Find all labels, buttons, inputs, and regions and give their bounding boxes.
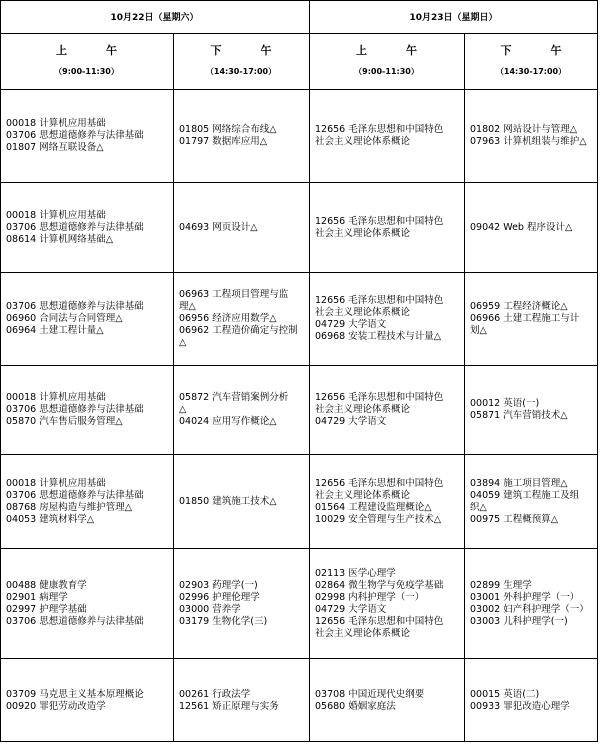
course-line: 02996 护理伦理学 xyxy=(179,591,260,603)
course-line: 02901 病理学 xyxy=(6,591,68,603)
course-line: △ xyxy=(179,404,187,415)
course-line: 00261 行政法学 xyxy=(179,688,251,700)
course-line: 04693 网页设计△ xyxy=(179,221,258,233)
course-line: 10029 安全管理与生产技术△ xyxy=(315,513,442,525)
course-line: 03179 生物化学(三) xyxy=(179,615,268,627)
course-line: 12656 毛泽东思想和中国特色 xyxy=(315,124,444,135)
course-line: 社会主义理论体系概论 xyxy=(315,307,411,318)
schedule-cell xyxy=(310,659,464,742)
course-line: 04059 建筑工程施工及组 xyxy=(470,489,580,501)
course-line: 12656 毛泽东思想和中国特色 xyxy=(315,392,444,403)
course-line: 07963 计算机组装与维护△ xyxy=(470,136,587,147)
schedule-cell xyxy=(174,183,309,272)
course-line: 06966 土建工程施工与计 xyxy=(470,313,580,324)
course-line: 划△ xyxy=(470,325,487,336)
schedule-cell xyxy=(174,549,309,658)
course-line: 社会主义理论体系概论 xyxy=(315,627,411,639)
course-line: 01850 建筑施工技术△ xyxy=(179,495,277,507)
course-line: 04729 大学语文 xyxy=(315,319,387,330)
course-line: 理△ xyxy=(179,301,196,312)
schedule-cell xyxy=(174,273,309,365)
course-line: 02998 内科护理学（一） xyxy=(315,591,425,603)
session-time: （9:00-11:30） xyxy=(54,67,119,76)
course-line: 00920 罪犯劳动改造学 xyxy=(6,700,106,712)
schedule-cell xyxy=(465,659,598,742)
course-line: 09042 Web 程序设计△ xyxy=(470,221,573,233)
course-line: 01797 数据库应用△ xyxy=(179,136,268,147)
schedule-cell xyxy=(1,183,173,272)
session-time: （9:00-11:30） xyxy=(354,67,419,76)
course-line: 03709 马克思主义基本原理概论 xyxy=(6,688,144,700)
session-header xyxy=(0,33,173,89)
course-line: 00018 计算机应用基础 xyxy=(6,392,106,403)
schedule-cell xyxy=(465,273,598,365)
course-line: 04729 大学语文 xyxy=(315,603,387,615)
schedule-cell xyxy=(465,90,598,182)
course-line: 05871 汽车营销技术△ xyxy=(470,410,568,421)
course-line: 06968 安装工程技术与计量△ xyxy=(315,331,442,342)
course-line: 12656 毛泽东思想和中国特色 xyxy=(315,295,444,306)
session-name: 上 午 xyxy=(356,44,431,57)
schedule-cell xyxy=(310,366,464,454)
course-line: 06956 经济应用数学△ xyxy=(179,313,277,324)
course-line: 06963 工程项目管理与监 xyxy=(179,289,289,300)
course-line: 05870 汽车售后服务管理△ xyxy=(6,416,123,427)
course-line: 12561 矫正原理与实务 xyxy=(179,700,279,712)
course-line: 01807 网络互联设备△ xyxy=(6,142,104,153)
schedule-cell xyxy=(1,549,173,658)
course-line: 03002 妇产科护理学（一） xyxy=(470,603,589,615)
course-line: 00933 罪犯改造心理学 xyxy=(470,700,570,712)
course-line: 00015 英语(二) xyxy=(470,688,540,700)
schedule-cell xyxy=(1,366,173,454)
course-line: 08768 房屋构造与维护管理△ xyxy=(6,501,133,513)
course-line: 03706 思想道德修养与法律基础 xyxy=(6,404,144,415)
session-name: 上 午 xyxy=(56,44,131,57)
course-line: 01564 工程建设监理概论△ xyxy=(315,501,432,513)
session-header xyxy=(309,33,464,89)
course-line: 00018 计算机应用基础 xyxy=(6,118,106,129)
course-line: 01802 网站设计与管理△ xyxy=(470,124,578,135)
course-line: 00488 健康教育学 xyxy=(6,579,87,591)
schedule-cell xyxy=(1,273,173,365)
course-line: △ xyxy=(179,337,187,348)
course-line: 06964 土建工程计量△ xyxy=(6,325,104,336)
session-name: 下 午 xyxy=(210,44,286,57)
schedule-cell xyxy=(465,455,598,548)
session-time: （14:30-17:00） xyxy=(205,67,277,76)
schedule-cell xyxy=(1,90,173,182)
course-line: 06960 合同法与合同管理△ xyxy=(6,313,123,324)
course-line: 03001 外科护理学（一） xyxy=(470,591,580,603)
session-header xyxy=(173,33,309,89)
course-line: 05680 婚姻家庭法 xyxy=(315,700,396,712)
course-line: 06959 工程经济概论△ xyxy=(470,301,568,312)
course-line: 04024 应用写作概论△ xyxy=(179,416,277,427)
course-line: 06962 工程造价确定与控制 xyxy=(179,325,298,336)
course-line: 02113 医学心理学 xyxy=(315,567,396,579)
course-line: 04053 建筑材料学△ xyxy=(6,513,95,525)
schedule-cell xyxy=(310,549,464,658)
course-line: 02899 生理学 xyxy=(470,579,532,591)
course-line: 02903 药理学(一) xyxy=(179,579,258,591)
course-line: 社会主义理论体系概论 xyxy=(315,404,411,415)
session-name: 下 午 xyxy=(500,44,576,57)
course-line: 03706 思想道德修养与法律基础 xyxy=(6,301,144,312)
course-line: 03706 思想道德修养与法律基础 xyxy=(6,221,144,233)
course-line: 08614 计算机网络基础△ xyxy=(6,233,114,245)
course-line: 00018 计算机应用基础 xyxy=(6,209,106,221)
schedule-cell xyxy=(310,90,464,182)
course-line: 02997 护理学基础 xyxy=(6,603,87,615)
schedule-cell xyxy=(310,273,464,365)
course-line: 00012 英语(一) xyxy=(470,398,540,409)
schedule-cell xyxy=(310,455,464,548)
schedule-cell xyxy=(465,183,598,272)
schedule-cell xyxy=(174,366,309,454)
schedule-cell xyxy=(1,455,173,548)
course-line: 03706 思想道德修养与法律基础 xyxy=(6,615,144,627)
course-line: 00975 工程概预算△ xyxy=(470,513,559,525)
course-line: 社会主义理论体系概论 xyxy=(315,489,411,501)
schedule-cell xyxy=(174,90,309,182)
day-header-sunday: 10月23日（星期日） xyxy=(409,13,498,23)
course-line: 03708 中国近现代史纲要 xyxy=(315,688,425,700)
course-line: 03000 营养学 xyxy=(179,603,241,615)
course-line: 05872 汽车营销案例分析 xyxy=(179,392,289,403)
course-line: 12656 毛泽东思想和中国特色 xyxy=(315,215,444,227)
course-line: 00018 计算机应用基础 xyxy=(6,477,106,489)
course-line: 03706 思想道德修养与法律基础 xyxy=(6,130,144,141)
session-time: （14:30-17:00） xyxy=(495,67,567,76)
course-line: 03894 施工项目管理△ xyxy=(470,477,568,489)
course-line: 03706 思想道德修养与法律基础 xyxy=(6,489,144,501)
schedule-cell xyxy=(465,549,598,658)
course-line: 01805 网络综合布线△ xyxy=(179,124,277,135)
schedule-cell xyxy=(174,659,309,742)
course-line: 03003 儿科护理学(一) xyxy=(470,615,568,627)
session-header xyxy=(464,33,598,89)
day-header-saturday: 10月22日（星期六） xyxy=(110,13,199,23)
course-line: 织△ xyxy=(470,501,487,513)
course-line: 12656 毛泽东思想和中国特色 xyxy=(315,477,444,489)
course-line: 12656 毛泽东思想和中国特色 xyxy=(315,615,444,627)
course-line: 社会主义理论体系概论 xyxy=(315,227,411,239)
course-line: 04729 大学语文 xyxy=(315,416,387,427)
schedule-cell xyxy=(310,183,464,272)
schedule-cell xyxy=(465,366,598,454)
schedule-cell xyxy=(1,659,173,742)
course-line: 社会主义理论体系概论 xyxy=(315,136,411,147)
schedule-cell xyxy=(174,455,309,548)
course-line: 02864 微生物学与免疫学基础 xyxy=(315,579,444,591)
